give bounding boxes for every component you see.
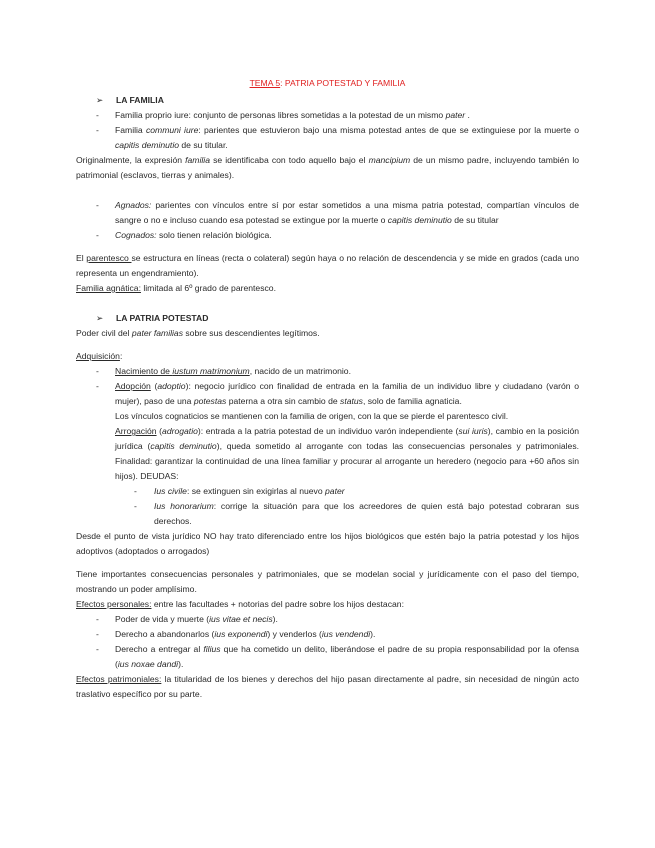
paragraph-tiene: Tiene importantes consecuencias personales y patrimoniales, que se modelan social y jurídicamente con el paso del tiempo, mostrando un poder amplísimo.	[76, 569, 579, 594]
title-rest: : PATRIA POTESTAD Y FAMILIA	[280, 78, 406, 88]
paragraph-desde: Desde el punto de vista jurídico NO hay trato diferenciado entre los hijos biológicos que estén bajo la patria potestad y los hijos adoptivos (adoptados o arrogados)	[76, 531, 579, 556]
agnados-list	[76, 198, 579, 243]
list-item: - Poder de vida y muerte (ius vitae et necis).	[76, 612, 579, 627]
page-title	[76, 76, 579, 91]
list-item: - Derecho a entregar al filius que ha cometido un delito, liberándose el padre de su propia responsabilidad por la ofensa (ius noxae dandi).	[76, 642, 579, 672]
list-item: - Agnados: parientes con vínculos entre sí por estar sometidos a una misma patria potestad, compartían vínculos de sangre o no e incluso cuando esa potestad se extingue por la muerte o capitis deminutio de su titular	[76, 198, 579, 228]
paragraph-arrogacion: Arrogación (adrogatio): entrada a la patria potestad de un individuo varón independiente (sui iuris), cambio en la posición jurídica (capitis deminutio), queda sometido al arrogante con todas las consecuencias personales y patrimoniales. Finalidad: garantizar la continuidad de una línea familiar y procurar al arrogante un heredero (negocio para +60 años sin hijos). DEUDAS:	[115, 426, 580, 481]
list-item: - Nacimiento de iustum matrimonium, nacido de un matrimonio.	[76, 364, 579, 379]
paragraph-vinculos: Los vínculos cognaticios se mantienen con la familia de origen, con la que se pierde el parentesco civil.	[115, 411, 509, 421]
paragraph-efectos-personales: Efectos personales: entre las facultades + notorias del padre sobre los hijos destacan:	[76, 599, 404, 609]
list-item: - Cognados: solo tienen relación biológica.	[76, 228, 579, 243]
efectos-list	[76, 612, 579, 672]
list-item: - Ius honorarium: corrige la situación para que los acreedores de quien está bajo potestad cobraran sus derechos.	[76, 499, 579, 529]
section-heading-familia	[96, 93, 579, 108]
adquisicion-list	[76, 364, 579, 409]
list-item: - Derecho a abandonarlos (ius exponendi) y venderlos (ius vendendi).	[76, 627, 579, 642]
document-content	[76, 76, 579, 702]
list-item: - Familia proprio iure: conjunto de personas libres sometidas a la potestad de un mismo pater .	[76, 108, 579, 123]
paragraph-intro: Poder civil del pater familias sobre sus descendientes legítimos.	[76, 328, 320, 338]
list-item: - Adopción (adoptio): negocio jurídico con finalidad de entrada en la familia de un individuo libre y ciudadano (varón o mujer), paso de una potestas paterna a otra sin cambio de status, solo de familia agnaticia.	[76, 379, 579, 409]
heading-text: LA PATRIA POTESTAD	[116, 313, 209, 323]
arrow-bullet-icon: ➢	[96, 95, 104, 105]
adquisicion-label: Adquisición:	[76, 351, 123, 361]
paragraph-originalmente: Originalmente, la expresión familia se identificaba con todo aquello bajo el mancipium de un mismo padre, incluyendo también lo patrimonial (esclavos, tierras y animales).	[76, 155, 580, 180]
title-tema: TEMA 5	[249, 78, 281, 88]
section-heading-patria-potestad	[96, 311, 579, 326]
list-item: - Familia communi iure: parientes que estuvieron bajo una misma potestad antes de que se extinguiese por la muerte o capitis deminutio de su titular.	[76, 123, 579, 153]
list-item: - Ius civile: se extinguen sin exigirlas al nuevo pater	[76, 484, 579, 499]
deudas-list	[76, 484, 579, 529]
paragraph-parentesco: El parentesco se estructura en líneas (recta o colateral) según haya o no relación de descendencia y se mide en grados (cada uno representa un engendramiento).	[76, 253, 579, 278]
arrow-bullet-icon: ➢	[96, 313, 104, 323]
heading-text: LA FAMILIA	[116, 95, 164, 105]
paragraph-agnatica: Familia agnática: limitada al 6º grado de parentesco.	[76, 283, 276, 293]
familia-list	[76, 108, 579, 153]
paragraph-efectos-patrimoniales: Efectos patrimoniales: la titularidad de los bienes y derechos del hijo pasan directamente al padre, sin necesidad de ningún acto traslativo específico por su parte.	[76, 674, 580, 699]
